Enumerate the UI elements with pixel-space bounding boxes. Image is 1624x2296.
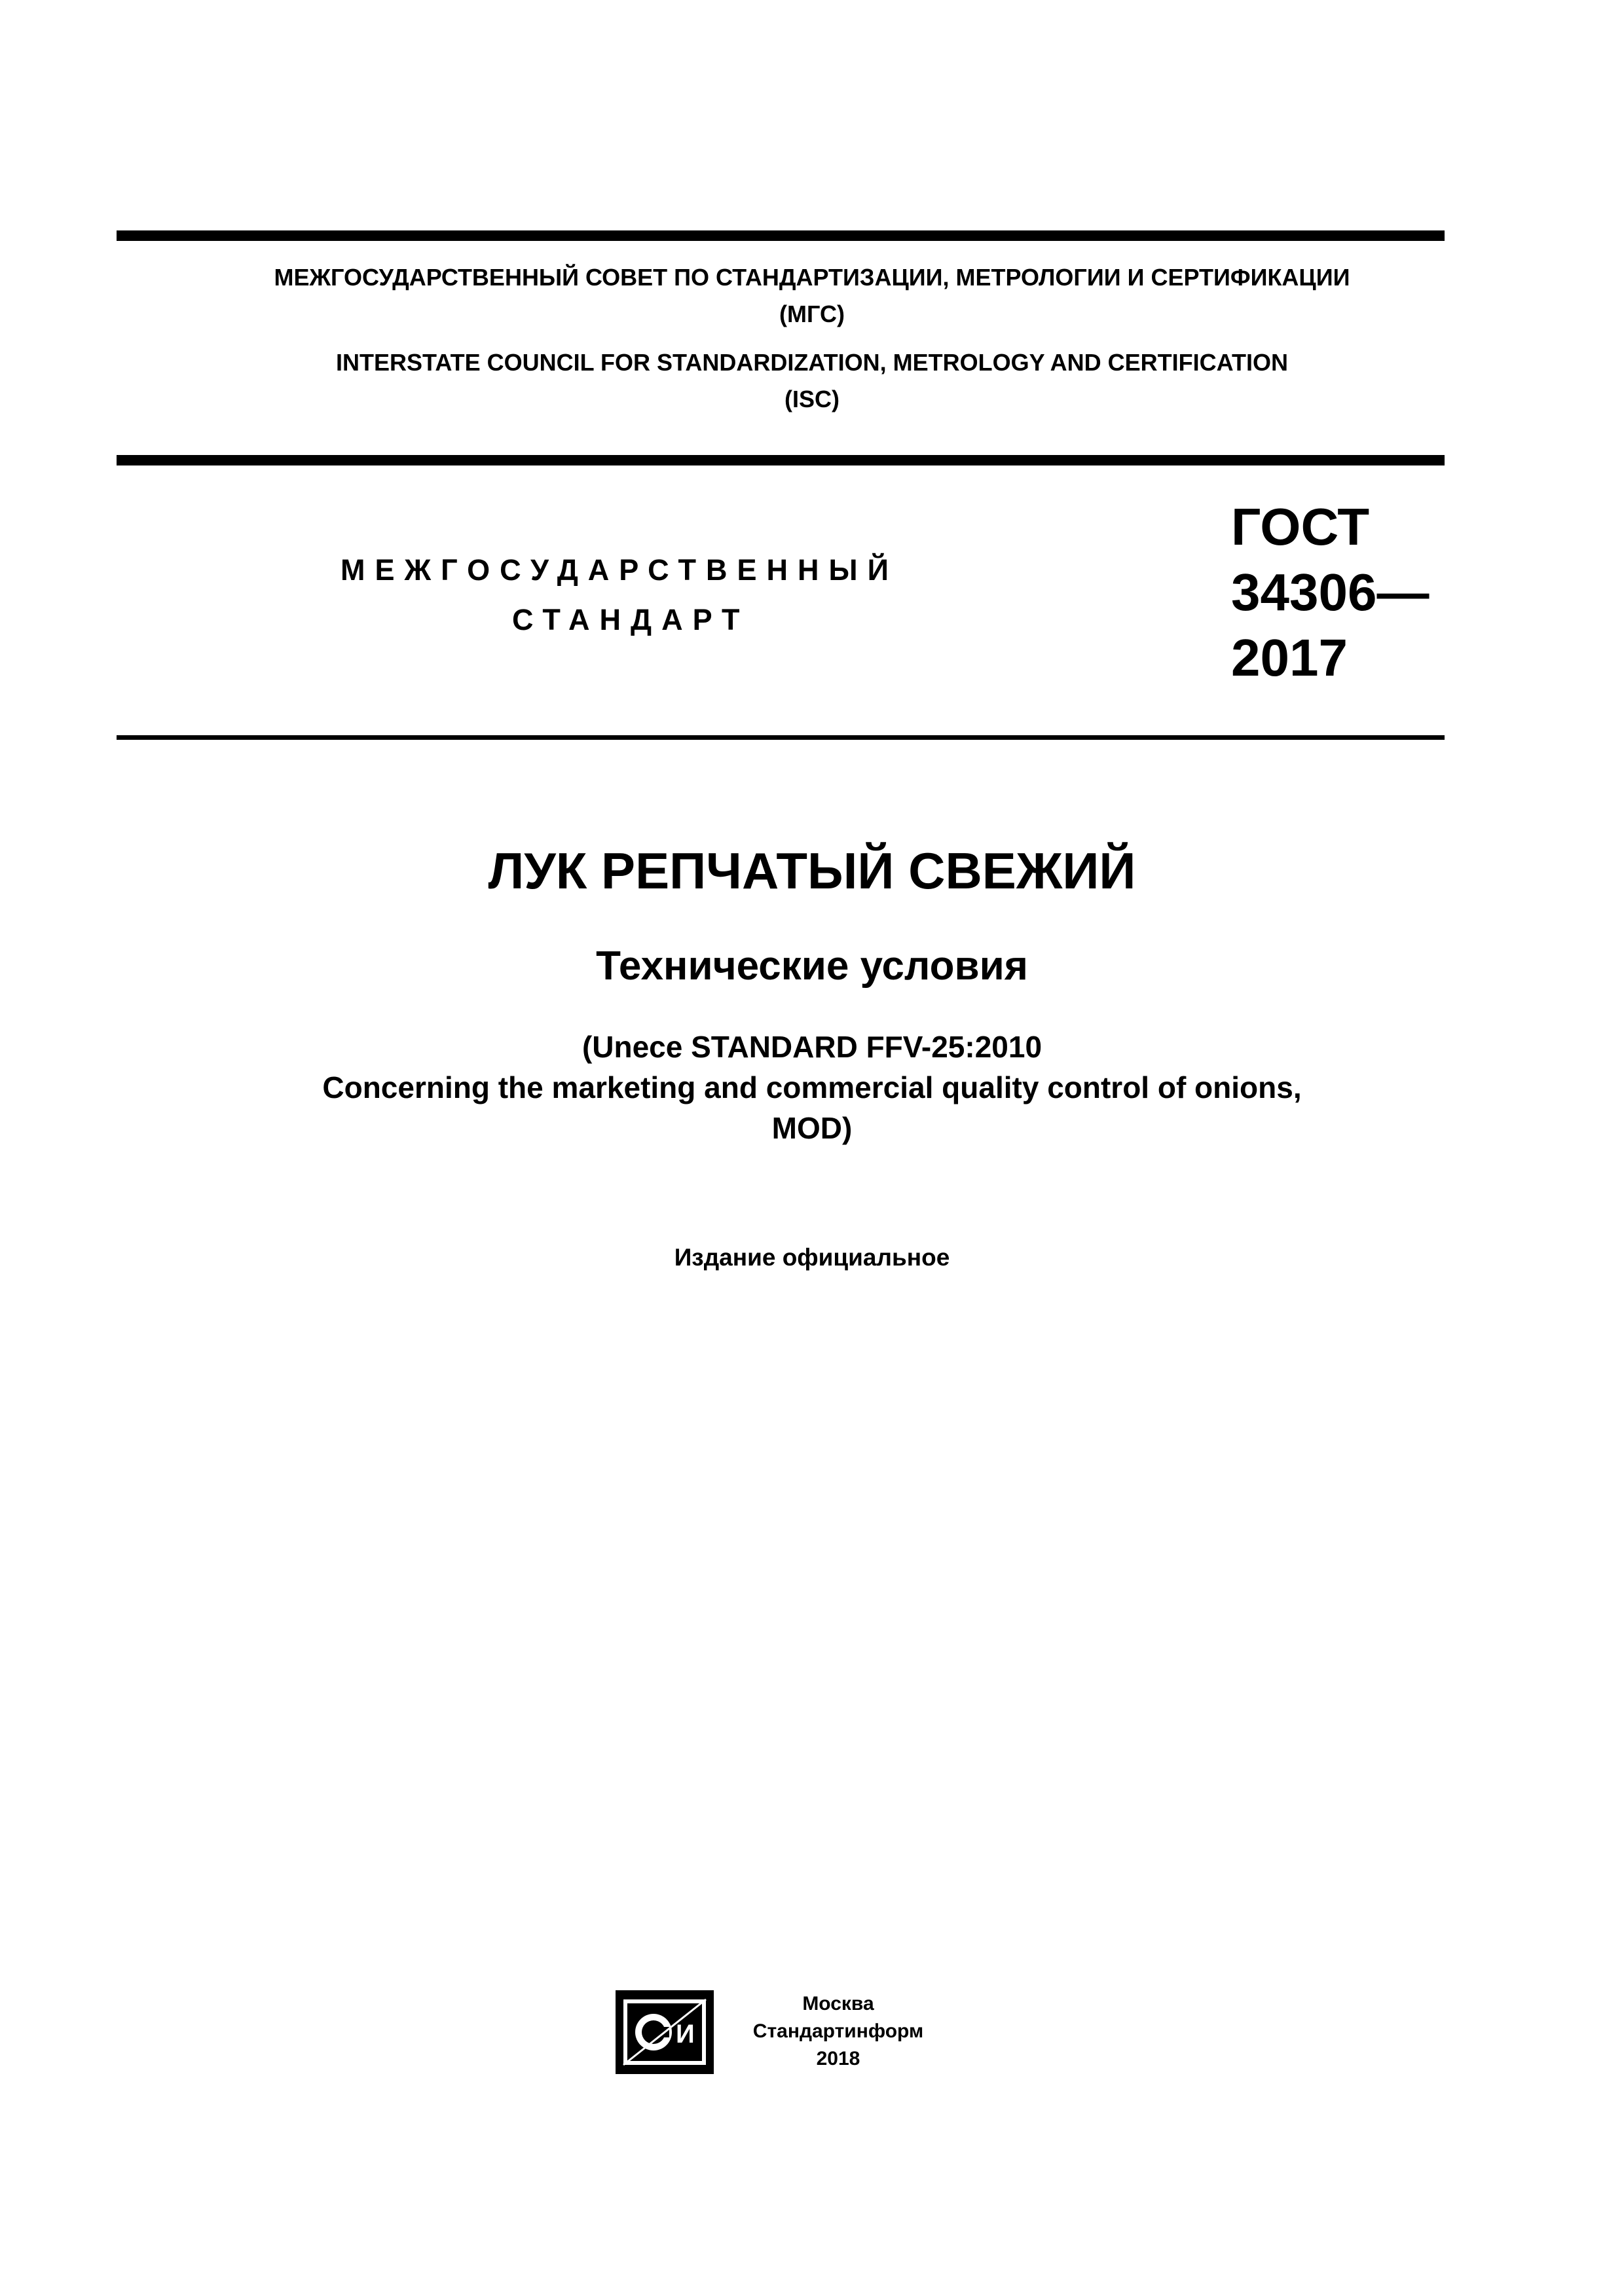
council-en-abbr: (ISC) <box>784 386 840 412</box>
international-reference <box>0 1027 1624 1148</box>
document-title: ЛУК РЕПЧАТЫЙ СВЕЖИЙ <box>488 842 1136 900</box>
council-ru-abbr: (МГС) <box>779 301 845 327</box>
intl-line3: MOD) <box>771 1111 853 1145</box>
publisher-city: Москва <box>802 1993 874 2014</box>
standard-series <box>341 553 943 637</box>
council-ru-name: МЕЖГОСУДАРСТВЕННЫЙ СОВЕТ ПО СТАНДАРТИЗАЦИИ, МЕТРОЛОГИИ И СЕРТИФИКАЦИИ <box>274 264 1350 291</box>
series-line1: МЕЖГОСУДАРСТВЕННЫЙ <box>341 553 898 587</box>
top-rule <box>117 230 1445 241</box>
gost-designation <box>1231 494 1429 691</box>
svg-text:И: И <box>676 2020 695 2049</box>
gost-year: 2017 <box>1231 629 1348 687</box>
document-subtitle: Технические условия <box>596 943 1028 989</box>
intl-line2: Concerning the marketing and commercial quality control of onions, <box>322 1070 1302 1104</box>
gost-label: ГОСТ <box>1231 498 1370 556</box>
council-block <box>0 259 1624 418</box>
standartinform-logo-icon <box>616 1990 714 2074</box>
intl-line1: (Unece STANDARD FFV-25:2010 <box>581 1030 1043 1064</box>
series-line2: СТАНДАРТ <box>512 603 750 636</box>
council-rule <box>117 455 1445 465</box>
gost-number: 34306— <box>1231 563 1430 621</box>
publisher-block <box>727 1990 950 2073</box>
standard-rule <box>117 735 1445 740</box>
council-en-name: INTERSTATE COUNCIL FOR STANDARDIZATION, METROLOGY AND CERTIFICATION <box>336 349 1288 376</box>
publisher-name: Стандартинформ <box>752 2020 924 2042</box>
edition-note: Издание официальное <box>674 1244 950 1271</box>
publisher-year: 2018 <box>816 2048 860 2069</box>
